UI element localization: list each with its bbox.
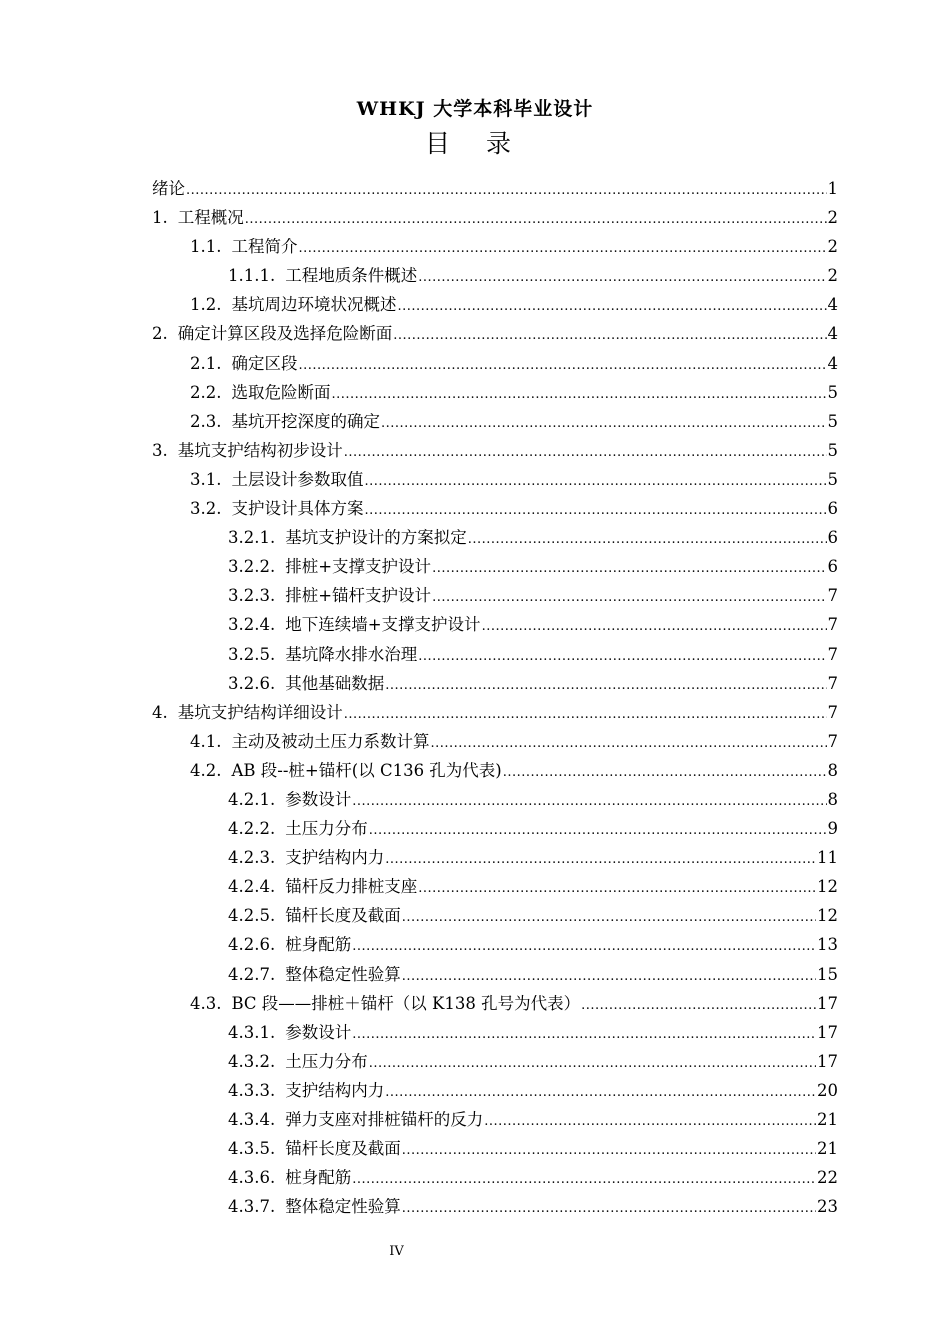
toc-entry-title: 其他基础数据 [285, 673, 385, 693]
table-of-contents [152, 174, 838, 1221]
toc-entry-page: 23 [817, 1197, 838, 1217]
toc-entry[interactable] [152, 610, 838, 639]
toc-dot-leader [352, 1165, 816, 1194]
toc-entry[interactable] [152, 1134, 838, 1163]
page-number: IV [389, 1244, 404, 1259]
toc-entry-title: 确定计算区段及选择危险断面 [177, 324, 393, 344]
toc-entry[interactable] [152, 872, 838, 901]
toc-entry[interactable] [152, 349, 838, 378]
toc-dot-leader [299, 351, 827, 380]
toc-entry[interactable] [152, 640, 838, 669]
toc-entry-number: 2.2. [190, 382, 222, 402]
toc-entry-page: 5 [827, 440, 838, 460]
toc-entry-title: 支护结构内力 [285, 1080, 385, 1100]
document-header: WHKJ 大学本科毕业设计 [356, 98, 594, 120]
toc-entry-number: 2.3. [190, 411, 222, 431]
toc-entry-number: 2.1. [190, 353, 222, 373]
toc-entry-number: 4. [152, 702, 168, 722]
toc-entry-title: 基坑支护结构详细设计 [177, 702, 343, 722]
toc-entry-title: 基坑支护设计的方案拟定 [285, 528, 467, 548]
toc-entry[interactable] [152, 1047, 838, 1076]
toc-entry-page: 2 [827, 208, 838, 228]
toc-entry-page: 22 [817, 1168, 838, 1188]
toc-entry-number: 1.1. [190, 237, 222, 257]
toc-entry-page: 7 [827, 586, 838, 606]
toc-entry-page: 9 [827, 819, 838, 839]
toc-entry[interactable] [152, 1018, 838, 1047]
toc-entry-number: 2. [152, 324, 168, 344]
toc-entry[interactable] [152, 1076, 838, 1105]
toc-entry-page: 15 [817, 964, 838, 984]
toc-entry-page: 6 [827, 557, 838, 577]
toc-dot-leader [393, 321, 826, 350]
toc-entry-title: 土压力分布 [285, 819, 368, 839]
toc-dot-leader [468, 525, 827, 554]
toc-entry-title: 排桩+支撑支护设计 [285, 557, 432, 577]
toc-entry-number: 3.2.2. [228, 557, 276, 577]
toc-entry-title: 锚杆反力排桩支座 [285, 877, 418, 897]
toc-entry-number: 4.3.3. [228, 1080, 276, 1100]
toc-entry-page: 7 [827, 702, 838, 722]
toc-entry-page: 6 [827, 528, 838, 548]
toc-entry[interactable] [152, 960, 838, 989]
toc-entry-title: BC 段——排桩＋锚杆（以 K138 孔号为代表） [231, 993, 581, 1013]
toc-entry-title: 桩身配筋 [285, 935, 352, 955]
toc-entry-number: 3.1. [190, 469, 222, 489]
toc-entry-number: 4.2.3. [228, 848, 276, 868]
toc-entry[interactable] [152, 261, 838, 290]
toc-entry-page: 7 [827, 615, 838, 635]
toc-dot-leader [402, 962, 816, 991]
toc-entry-title: 支护结构内力 [285, 848, 385, 868]
toc-dot-leader [369, 816, 827, 845]
toc-entry[interactable] [152, 1192, 838, 1221]
toc-entry-page: 5 [827, 469, 838, 489]
toc-entry-number: 4.2.7. [228, 964, 276, 984]
toc-entry-title: 基坑降水排水治理 [285, 644, 418, 664]
toc-entry[interactable] [152, 319, 838, 348]
toc-entry[interactable] [152, 552, 838, 581]
toc-dot-leader [418, 263, 826, 292]
toc-entry[interactable] [152, 465, 838, 494]
toc-entry-number: 3.2.1. [228, 528, 276, 548]
toc-entry-page: 17 [817, 993, 838, 1013]
toc-dot-leader [432, 554, 826, 583]
toc-entry-page: 12 [817, 906, 838, 926]
toc-entry-title: 工程概况 [177, 208, 244, 228]
toc-dot-leader [418, 874, 816, 903]
toc-entry-number: 4.2.6. [228, 935, 276, 955]
toc-dot-leader [352, 1020, 816, 1049]
toc-dot-leader [381, 409, 827, 438]
toc-dot-leader [503, 758, 827, 787]
toc-entry-number: 4.1. [190, 731, 222, 751]
toc-entry-title: 主动及被动土压力系数计算 [231, 731, 430, 751]
toc-entry[interactable] [152, 727, 838, 756]
toc-entry-number: 4.3.5. [228, 1139, 276, 1159]
toc-entry-title: 弹力支座对排桩锚杆的反力 [285, 1110, 484, 1129]
toc-dot-leader [398, 292, 827, 321]
toc-entry-title: 基坑周边环境状况概述 [231, 295, 397, 315]
toc-entry[interactable] [152, 756, 838, 785]
toc-entry-title: 绪论 [152, 179, 185, 198]
toc-dot-leader [482, 612, 827, 641]
toc-dot-leader [402, 1194, 816, 1223]
toc-entry-page: 13 [817, 935, 838, 955]
toc-dot-leader [402, 1136, 816, 1165]
toc-entry-title: 确定区段 [231, 353, 298, 373]
toc-dot-leader [581, 991, 816, 1020]
toc-entry[interactable] [152, 698, 838, 727]
toc-entry[interactable] [152, 930, 838, 959]
toc-dot-leader [369, 1049, 816, 1078]
toc-entry-title: 选取危险断面 [231, 382, 331, 402]
toc-entry-title: 整体稳定性验算 [285, 1197, 401, 1217]
toc-entry-page: 20 [817, 1080, 838, 1100]
toc-entry-page: 8 [827, 789, 838, 809]
toc-entry[interactable] [152, 989, 838, 1018]
toc-entry-page: 21 [817, 1139, 838, 1159]
toc-entry-number: 1. [152, 208, 168, 228]
toc-entry[interactable] [152, 581, 838, 610]
toc-entry[interactable] [152, 843, 838, 872]
toc-entry-number: 4.2.2. [228, 819, 276, 839]
toc-entry-title: 排桩+锚杆支护设计 [285, 586, 432, 606]
toc-entry-page: 7 [827, 644, 838, 664]
toc-entry-title: 锚杆长度及截面 [285, 1139, 401, 1159]
toc-dot-leader [332, 380, 827, 409]
toc-entry-title: 桩身配筋 [285, 1168, 352, 1188]
toc-entry-title: AB 段--桩+锚杆(以 C136 孔为代表) [231, 760, 502, 780]
toc-entry-number: 1.2. [190, 295, 222, 315]
toc-entry-number: 3. [152, 440, 168, 460]
toc-dot-leader [431, 729, 827, 758]
toc-entry-number: 4.3.2. [228, 1051, 276, 1071]
toc-entry-title: 土层设计参数取值 [231, 469, 364, 489]
toc-entry-page: 12 [817, 877, 838, 897]
toc-entry[interactable] [152, 436, 838, 465]
toc-entry-page: 7 [827, 673, 838, 693]
toc-entry-title: 锚杆长度及截面 [285, 906, 401, 926]
toc-entry-page: 4 [827, 324, 838, 344]
toc-entry-number: 4.3.4. [228, 1110, 276, 1129]
toc-dot-leader [402, 903, 816, 932]
toc-entry-number: 4.2. [190, 760, 222, 780]
toc-entry-title: 基坑支护结构初步设计 [177, 440, 343, 460]
toc-entry-page: 2 [827, 266, 838, 286]
toc-entry-number: 4.2.4. [228, 877, 276, 897]
toc-entry-number: 4.3. [190, 993, 222, 1013]
toc-entry-page: 11 [817, 848, 838, 868]
toc-dot-leader [385, 1078, 816, 1107]
toc-entry-number: 4.3.7. [228, 1197, 276, 1217]
toc-entry-title: 参数设计 [285, 789, 352, 809]
toc-entry-title: 基坑开挖深度的确定 [231, 411, 380, 431]
toc-entry-page: 7 [827, 731, 838, 751]
toc-entry-page: 6 [827, 499, 838, 519]
toc-entry[interactable] [152, 901, 838, 930]
toc-entry-number: 4.3.6. [228, 1168, 276, 1188]
toc-dot-leader [299, 234, 827, 263]
toc-entry-title: 参数设计 [285, 1022, 352, 1042]
toc-entry-title: 地下连续墙+支撑支护设计 [285, 615, 481, 635]
toc-entry[interactable] [152, 814, 838, 843]
toc-entry-page: 5 [827, 411, 838, 431]
toc-entry[interactable] [152, 1105, 838, 1134]
toc-dot-leader [385, 845, 816, 874]
toc-entry-title: 工程简介 [231, 237, 298, 257]
toc-entry[interactable] [152, 203, 838, 232]
toc-entry-number: 3.2.5. [228, 644, 276, 664]
toc-entry[interactable] [152, 174, 838, 203]
toc-dot-leader [418, 642, 826, 671]
toc-entry[interactable] [152, 785, 838, 814]
toc-entry-page: 17 [817, 1022, 838, 1042]
toc-entry-number: 1.1.1. [228, 266, 276, 286]
toc-entry[interactable] [152, 523, 838, 552]
toc-dot-leader [432, 583, 826, 612]
toc-title: 目 录 [425, 129, 525, 158]
toc-entry-number: 3.2.4. [228, 615, 276, 635]
toc-dot-leader [186, 176, 827, 205]
toc-entry-number: 3.2. [190, 499, 222, 519]
toc-dot-leader [344, 438, 827, 467]
toc-entry-title: 支护设计具体方案 [231, 499, 364, 519]
toc-entry-number: 4.2.1. [228, 789, 276, 809]
toc-entry-title: 土压力分布 [285, 1051, 368, 1071]
toc-entry[interactable] [152, 669, 838, 698]
toc-dot-leader [365, 496, 827, 525]
toc-entry-page: 5 [827, 382, 838, 402]
toc-entry[interactable] [152, 378, 838, 407]
toc-entry-page: 2 [827, 237, 838, 257]
toc-entry[interactable] [152, 1163, 838, 1192]
toc-entry-number: 3.2.6. [228, 673, 276, 693]
toc-entry-number: 4.2.5. [228, 906, 276, 926]
toc-entry-page: 4 [827, 353, 838, 373]
toc-entry[interactable] [152, 407, 838, 436]
toc-entry-page: 17 [817, 1051, 838, 1071]
toc-dot-leader [484, 1107, 816, 1136]
toc-dot-leader [245, 205, 827, 234]
toc-entry-page: 1 [827, 179, 838, 198]
toc-dot-leader [344, 700, 827, 729]
toc-dot-leader [385, 671, 826, 700]
toc-entry[interactable] [152, 232, 838, 261]
toc-entry-number: 4.3.1. [228, 1022, 276, 1042]
toc-entry-number: 3.2.3. [228, 586, 276, 606]
toc-entry[interactable] [152, 290, 838, 319]
toc-entry-title: 整体稳定性验算 [285, 964, 401, 984]
toc-entry-page: 21 [817, 1110, 838, 1129]
toc-dot-leader [352, 787, 826, 816]
toc-dot-leader [365, 467, 827, 496]
toc-entry[interactable] [152, 494, 838, 523]
toc-entry-page: 4 [827, 295, 838, 315]
toc-dot-leader [352, 932, 816, 961]
toc-entry-page: 8 [827, 760, 838, 780]
toc-entry-title: 工程地质条件概述 [285, 266, 418, 286]
